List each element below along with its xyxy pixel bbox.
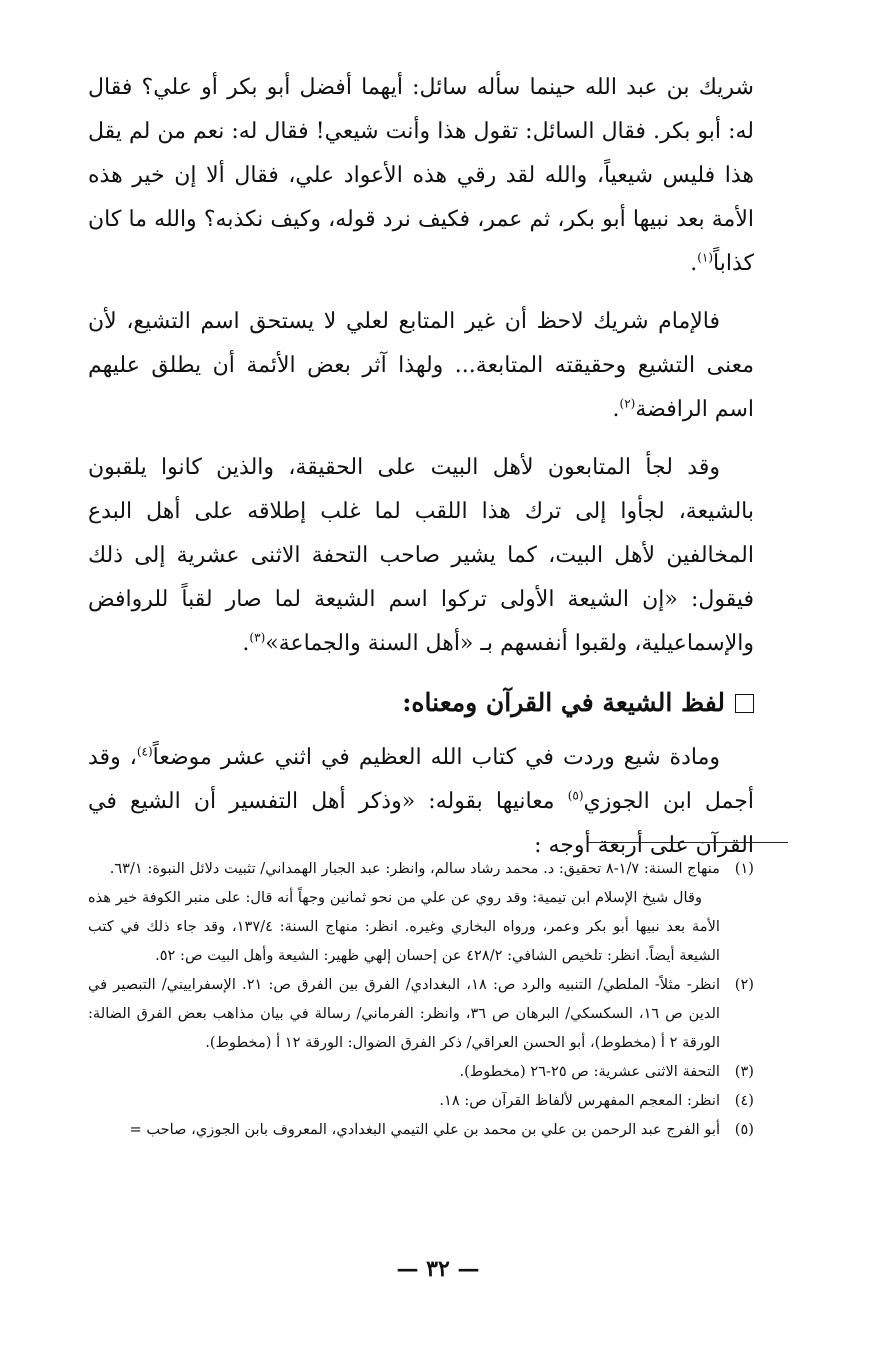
footnote-3: [88, 1057, 754, 1086]
footnote-text: انظر- مثلاً- الملطي/ التنبيه والرد ص: ١٨، البغدادي/ الفرق بين الفرق ص: ٢١. الإسفراييني/ التبصير في الدين ص ١٦، السكسكي/ البرهان ص ٣٦، وانظر: الفرماني/ رسالة في بيان مذاهب بعض الفرق الضالة: الورقة ٢ أ (مخطوط)، أبو الحسن العراقي/ ذكر الفرق الضوال: الورقة ١٢ أ (مخطوط).: [88, 976, 721, 1051]
section-heading-text: لفظ الشيعة في القرآن ومعناه:: [402, 688, 725, 717]
footnote-number: (٥): [734, 1121, 754, 1138]
footnote-ref-4[interactable]: (٤): [136, 744, 153, 759]
section-heading: [88, 680, 754, 726]
footnote-4: [88, 1086, 754, 1115]
footnote-separator: [588, 842, 788, 843]
footnote-ref-1[interactable]: (١): [697, 250, 714, 265]
footnote-text: انظر: المعجم المفهرس لألفاظ القرآن ص: ١٨.: [439, 1092, 720, 1109]
footnote-1: [88, 854, 754, 883]
footnote-text: وقال شيخ الإسلام ابن تيمية: وقد روي عن علي من نحو ثمانين وجهاً أنه قال: على منبر الكوفة خير هذه الأمة بعد نبيها أبو بكر وعمر، ورواه البخاري وغيره. انظر: منهاج السنة: ١٣٧/٤، وقد جاء ذلك في كتب الشيعة أيضاً. انظر: تلخيص الشافي: ٤٢٨/٢ عن إحسان إلهي ظهير: الشيعة وأهل البيت ص: ٥٢.: [88, 889, 720, 964]
page-number: — ٣٢ —: [396, 1256, 480, 1282]
footnote-number: (١): [734, 860, 754, 877]
footnote-number: (٤): [734, 1092, 754, 1109]
paragraph-2: فالإمام شريك لاحظ أن غير المتابع لعلي لا يستحق اسم التشيع، لأن معنى التشيع وحقيقته المتابعة... ولهذا آثر بعض الأئمة أن يطلق عليهم اسم الرافضة$^{(٢)}$.: [88, 309, 754, 422]
paragraph-4: ومادة شيع وردت في كتاب الله العظيم في اثني عشر موضعاً$^{(٤)}$، وقد أجمل ابن الجوزي$^{(٥)}$ معانيها بقوله: «وذكر أهل التفسير أن الشيع في القرآن على أربعة أوجه :: [88, 744, 754, 858]
footnote-ref-2[interactable]: (٢): [619, 396, 636, 411]
footnotes: [88, 854, 754, 1144]
footnote-number: (٢): [734, 976, 754, 993]
footnote-1-continued: [88, 883, 754, 970]
square-bullet-icon: [735, 694, 754, 713]
page-body: [88, 66, 754, 882]
paragraph-1: شريك بن عبد الله حينما سأله سائل: أيهما أفضل أبو بكر أو علي؟ فقال له: أبو بكر. فقال السائل: تقول هذا وأنت شيعي! فقال له: نعم من لم يقل هذا فليس شيعياً، والله لقد رقي هذه الأعواد علي، فقال ألا إن خير هذه الأمة بعد نبيها أبو بكر، ثم عمر، فكيف نرد قوله، وكيف نكذبه؟ والله ما كان كذاباً$^{(١)}$.: [88, 75, 754, 276]
paragraph-3: وقد لجأ المتابعون لأهل البيت على الحقيقة، والذين كانوا يلقبون بالشيعة، لجأوا إلى ترك هذا اللقب لما غلب إطلاقه على أهل البدع المخالفين لأهل البيت، كما يشير صاحب التحفة الاثنى عشرية إلى ذلك فيقول: «إن الشيعة الأولى تركوا اسم الشيعة لما صار لقباً للروافض والإسماعيلية، ولقبوا أنفسهم بـ «أهل السنة والجماعة»$^{(٣)}$.: [88, 455, 754, 656]
footnote-text: التحفة الاثنى عشرية: ص ٢٥-٢٦ (مخطوط).: [459, 1063, 720, 1080]
footnote-ref-3[interactable]: (٣): [249, 630, 266, 645]
footnote-2: [88, 970, 754, 1057]
footnote-number: (٣): [734, 1063, 754, 1080]
footnote-text: أبو الفرج عبد الرحمن بن علي بن محمد بن علي التيمي البغدادي، المعروف بابن الجوزي، صاحب =: [129, 1121, 720, 1138]
footnote-5: [88, 1115, 754, 1144]
main-text: [88, 66, 754, 868]
footnote-text: منهاج السنة: ١/٧-٨ تحقيق: د. محمد رشاد سالم، وانظر: عبد الجبار الهمداني/ تثبيت دلائل النبوة: ٦٣/١.: [109, 860, 720, 877]
footnote-ref-5[interactable]: (٥): [567, 788, 584, 803]
